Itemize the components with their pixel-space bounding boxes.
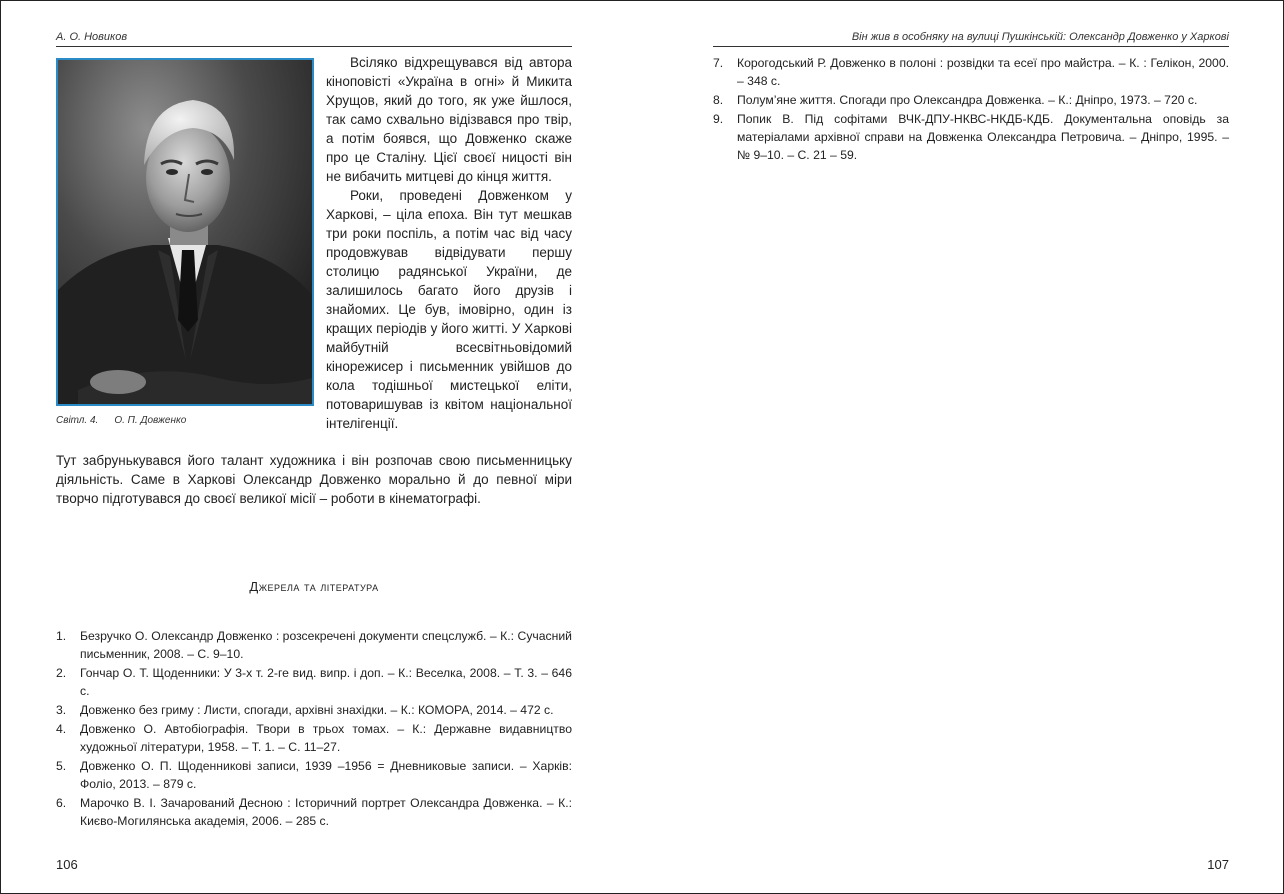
bibliography-item <box>56 664 572 700</box>
running-head-title: Він жив в особняку на вулиці Пушкінській: Олександр Довженко у Харкові <box>713 31 1229 47</box>
bibliography-item <box>56 757 572 793</box>
bibliography-text: Полум’яне життя. Спогади про Олександра Довженка. – К.: Дніпро, 1973. – 720 с. <box>737 93 1198 107</box>
bibliography-item <box>56 627 572 663</box>
bibliography-number: 7. <box>713 56 724 70</box>
paragraph: Тут забрунькувався його талант художника і він розпочав свою письменницьку діяльність. Саме в Харкові Олександр Довженко морально й до певної міри творчо підготувався до своєї великої місії – роботи в кінематографі. <box>56 453 572 506</box>
bibliography-number: 1. <box>56 629 67 643</box>
bibliography-item <box>56 701 572 719</box>
bibliography-list-continued <box>713 54 1229 165</box>
paragraph: Роки, проведені Довженком у Харкові, – ціла епоха. Він тут мешкав три роки поспіль, а потім час від часу продовжував відвідувати першу столицю радянської України, де залишилось багато його друзів і знайомих. Це був, імовірно, один із кращих періодів у його житті. У Харкові майбутній всесвітньовідомий кінорежисер і письменник увійшов до кола тодішньої мистецької еліти, потоваришував із квітом національної інтелігенції. <box>326 188 572 431</box>
photo-caption-text: О. П. Довженко <box>114 415 187 426</box>
bibliography-number: 6. <box>56 796 67 810</box>
section-title-sources: Джерела та література <box>249 579 379 594</box>
bibliography-text: Гончар О. Т. Щоденники: У 3-х т. 2-ге вид. випр. і доп. – К.: Веселка, 2008. – Т. 3. – 646 с. <box>80 666 572 698</box>
bibliography-list <box>56 627 572 831</box>
bibliography-number: 3. <box>56 703 67 717</box>
bibliography-number: 2. <box>56 666 67 680</box>
main-text-continued <box>56 451 572 508</box>
bibliography-number: 4. <box>56 722 67 736</box>
bibliography-text: Довженко без гриму : Листи, спогади, архівні знахідки. – К.: КОМОРА, 2014. – 472 с. <box>80 703 554 717</box>
bibliography-text: Довженко О. П. Щоденникові записи, 1939 –1956 = Дневниковые записи. – Харків: Фоліо, 2013. – 879 с. <box>80 759 572 791</box>
page-number-left: 106 <box>56 857 78 872</box>
page-number-right: 107 <box>1207 857 1229 872</box>
bibliography-item <box>713 91 1229 109</box>
bibliography-item <box>713 54 1229 90</box>
paragraph: Всіляко відхрещувався від автора кіноповісті «Україна в огні» й Микита Хрущов, який до того, як уже йшлося, так само схвально відізвався про твір, а потім боявся, що Довженко скаже про це Сталіну. Цієї своєї ницості він не вибачить митцеві до кінця життя. <box>326 55 572 184</box>
portrait-illustration <box>58 60 312 404</box>
bibliography-text: Марочко В. І. Зачарований Десною : Історичний портрет Олександра Довженка. – К.: Києво-Могилянська академія, 2006. – 285 с. <box>80 796 572 828</box>
left-page <box>56 1 572 893</box>
right-page <box>713 1 1229 893</box>
main-text-column <box>326 53 572 433</box>
bibliography-number: 5. <box>56 759 67 773</box>
bibliography-item <box>56 720 572 756</box>
bibliography-text: Довженко О. Автобіографія. Твори в трьох томах. – К.: Державне видавництво художньої літератури, 1958. – Т. 1. – С. 11–27. <box>80 722 572 754</box>
bibliography-item <box>713 110 1229 164</box>
bibliography-number: 8. <box>713 93 724 107</box>
bibliography-text: Безручко О. Олександр Довженко : розсекречені документи спецслужб. – К.: Сучасний письменник, 2008. – С. 9–10. <box>80 629 572 661</box>
bibliography-number: 9. <box>713 112 724 126</box>
bibliography-text: Попик В. Під софітами ВЧК-ДПУ-НКВС-НКДБ-КДБ. Документальна оповідь за матеріалами архівної справи на Довженка Олександра Петровича. – Дніпро, 1995. – № 9–10. – С. 21 – 59. <box>737 112 1229 162</box>
photo-caption-label: Світл. 4. <box>56 415 99 426</box>
portrait-photo <box>56 58 314 406</box>
bibliography-item <box>56 794 572 830</box>
running-head-author: А. О. Новиков <box>56 31 572 47</box>
bibliography-text: Корогодський Р. Довженко в полоні : розвідки та есеї про майстра. – К. : Гелікон, 2000. – 348 с. <box>737 56 1229 88</box>
photo-caption <box>56 415 314 426</box>
